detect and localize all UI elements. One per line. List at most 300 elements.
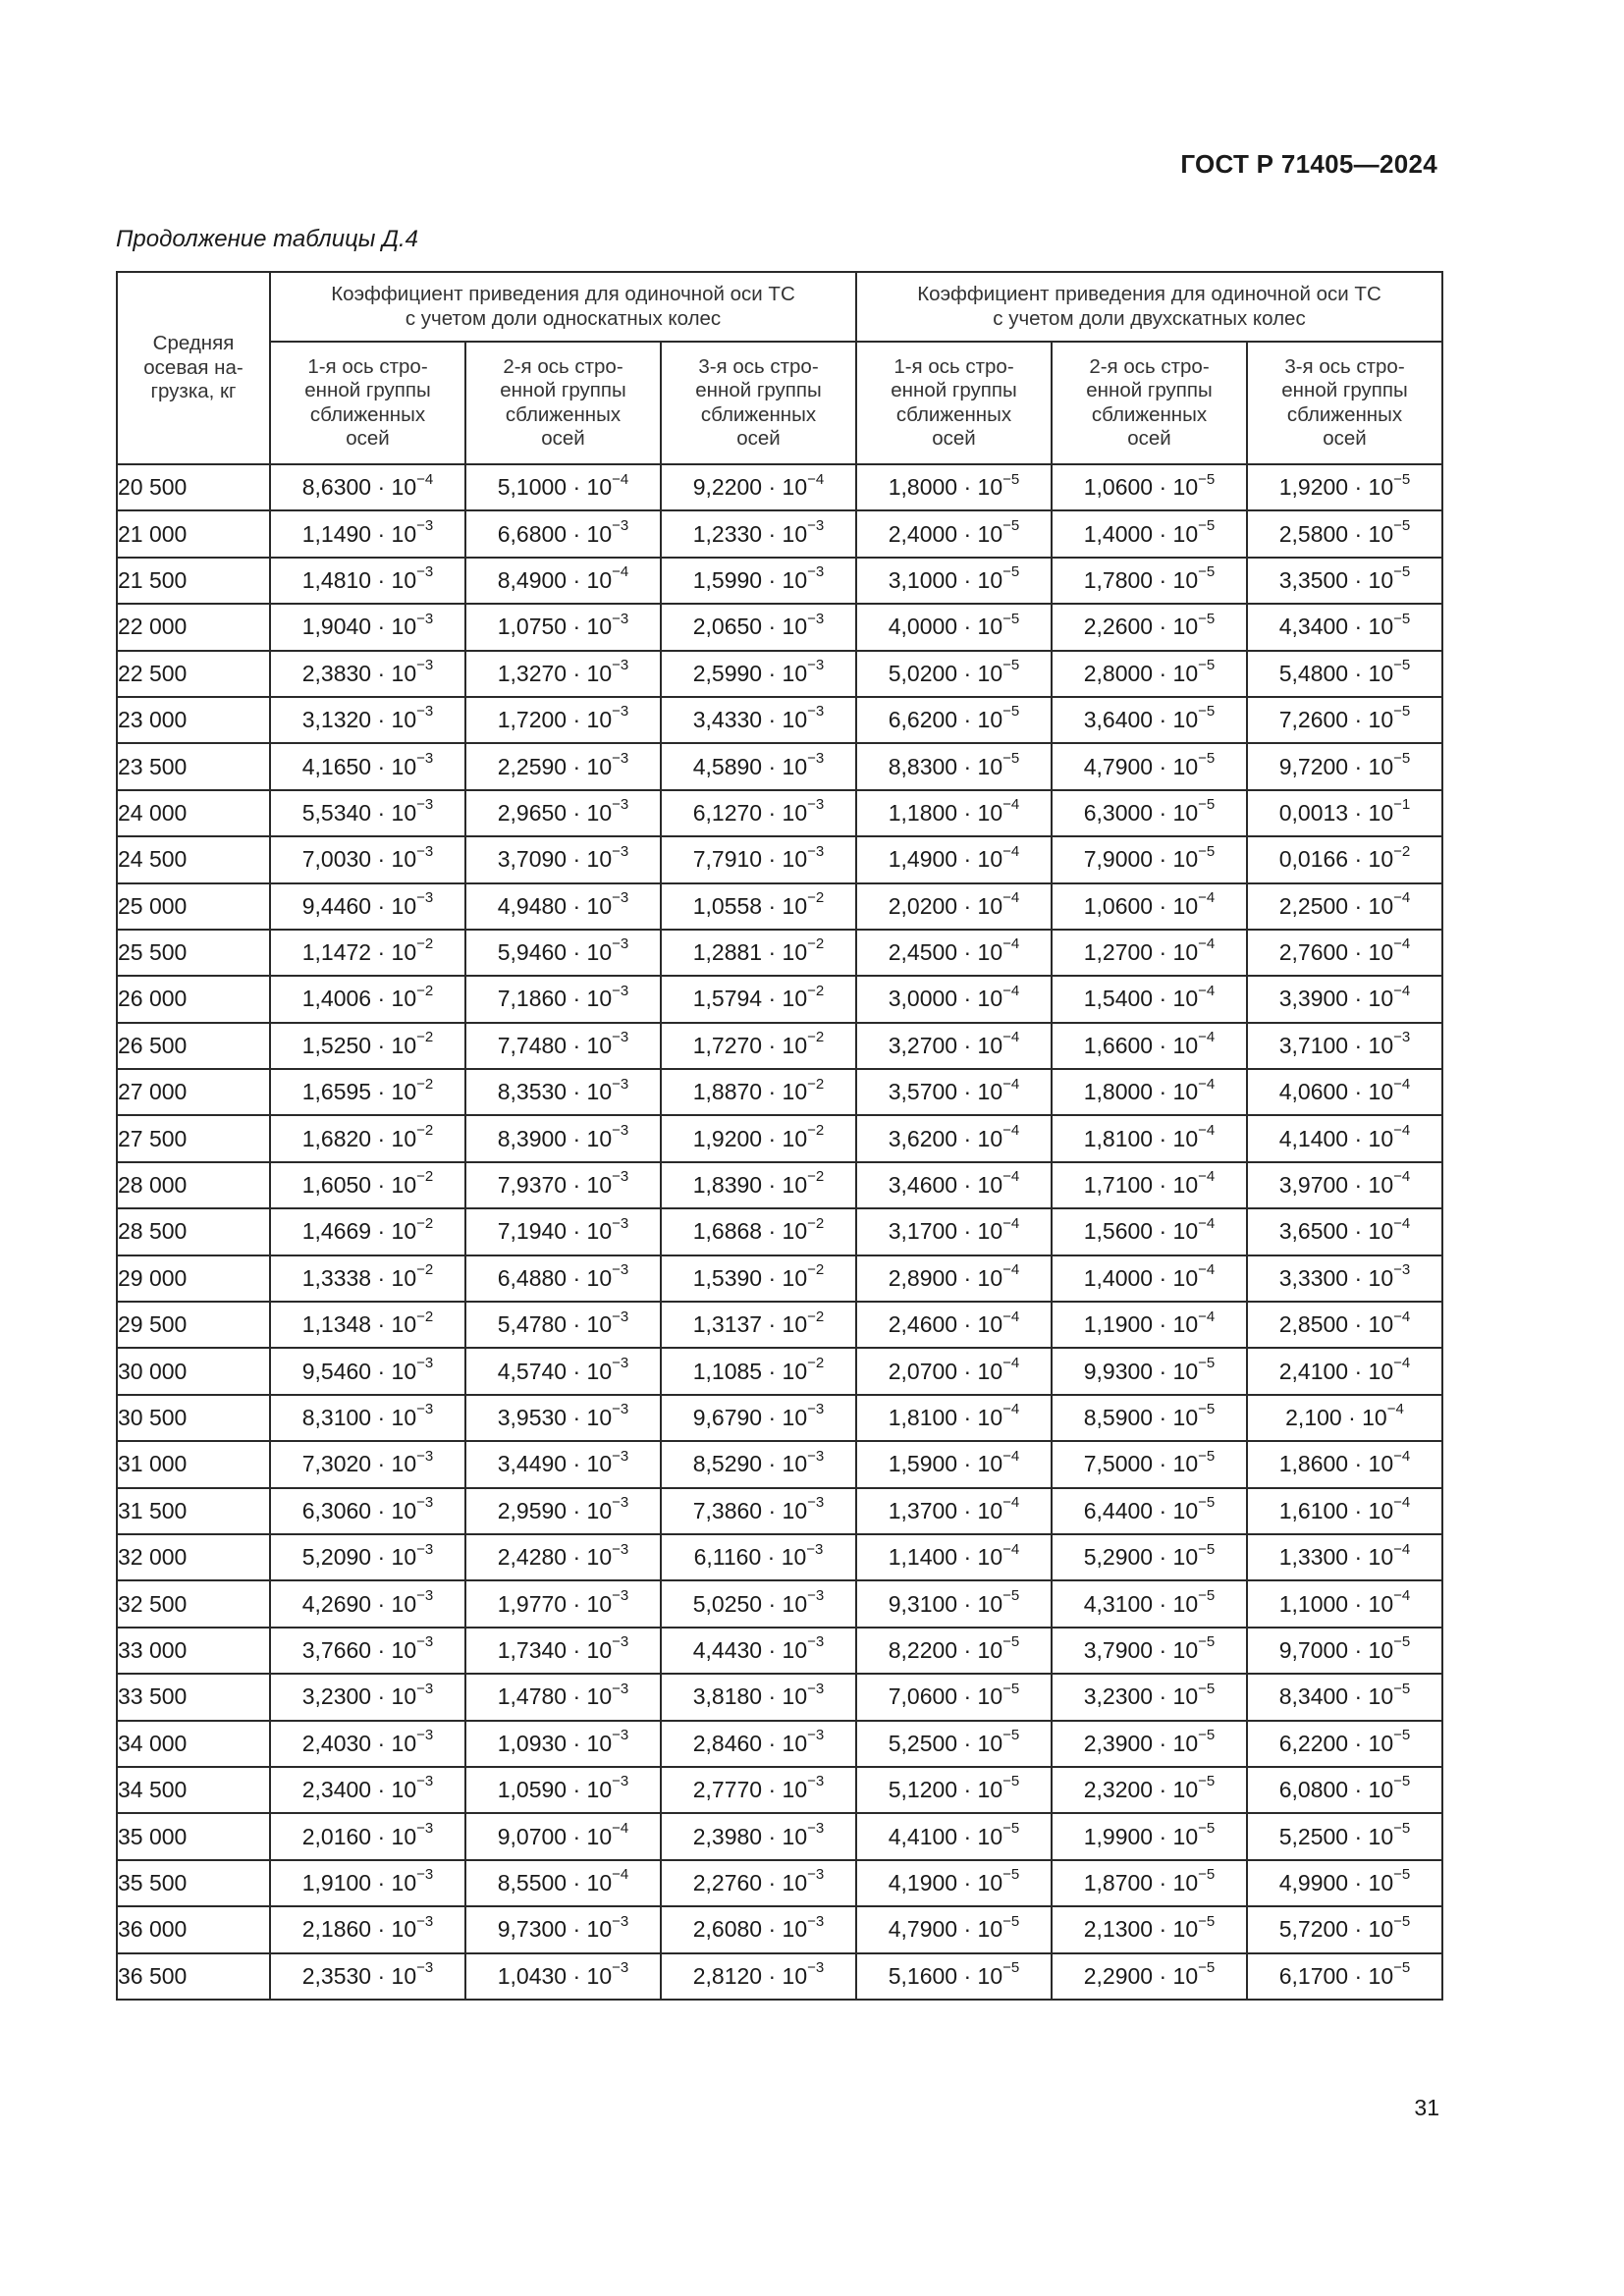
cell-dual-axle-2 — [1052, 930, 1247, 976]
coefficient-exponent: −3 — [416, 1354, 434, 1371]
coefficient-mantissa: 1,4000 · 10 — [1083, 1264, 1199, 1291]
coefficient-mantissa: 9,7300 · 10 — [497, 1916, 613, 1943]
cell-dual-axle-2 — [1052, 1953, 1247, 2000]
cell-dual-axle-3 — [1247, 1115, 1442, 1161]
coefficient-mantissa: 5,5340 · 10 — [301, 799, 417, 826]
cell-single-axle-1 — [270, 1674, 465, 1720]
cell-single-axle-1 — [270, 790, 465, 836]
coefficient-mantissa: 1,6050 · 10 — [301, 1172, 417, 1199]
cell-single-axle-3 — [661, 1208, 856, 1255]
cell-single-axle-1 — [270, 1162, 465, 1208]
cell-dual-axle-1 — [856, 930, 1052, 976]
coefficient-exponent: −2 — [807, 1168, 825, 1186]
coefficient-exponent: −4 — [1002, 1494, 1020, 1512]
coefficient-exponent: −3 — [807, 610, 825, 627]
cell-dual-axle-1 — [856, 1395, 1052, 1441]
coefficient-exponent: −4 — [1002, 1214, 1020, 1232]
table-row — [117, 1580, 1442, 1627]
coefficient-mantissa: 3,4490 · 10 — [497, 1451, 613, 1477]
coefficient-exponent: −2 — [1393, 842, 1411, 860]
coefficient-exponent: −2 — [807, 1261, 825, 1279]
coefficient-exponent: −3 — [807, 657, 825, 674]
coefficient-exponent: −4 — [1393, 1075, 1411, 1093]
coefficient-exponent: −4 — [1393, 982, 1411, 999]
coefficient-mantissa: 2,2600 · 10 — [1083, 614, 1199, 640]
coefficient-exponent: −5 — [1198, 842, 1216, 860]
table-row — [117, 1069, 1442, 1115]
coefficient-mantissa: 1,2330 · 10 — [692, 520, 808, 547]
coefficient-exponent: −5 — [1198, 470, 1216, 488]
cell-axle-load: 26 000 — [117, 976, 270, 1022]
table-header — [117, 272, 1442, 464]
coefficient-exponent: −3 — [416, 749, 434, 767]
cell-dual-axle-2 — [1052, 697, 1247, 743]
coefficient-mantissa: 0,0013 · 10 — [1278, 799, 1394, 826]
coefficient-mantissa: 1,8100 · 10 — [1083, 1125, 1199, 1151]
cell-single-axle-1 — [270, 1348, 465, 1394]
cell-dual-axle-1 — [856, 651, 1052, 697]
cell-dual-axle-2 — [1052, 1721, 1247, 1767]
coefficient-mantissa: 1,0930 · 10 — [497, 1730, 613, 1756]
coefficient-exponent: −2 — [416, 1075, 434, 1093]
coefficient-exponent: −3 — [807, 1680, 825, 1697]
coefficient-exponent: −4 — [1002, 1540, 1020, 1558]
cell-dual-axle-2 — [1052, 1255, 1247, 1302]
coefficient-exponent: −3 — [416, 610, 434, 627]
coefficient-mantissa: 8,3100 · 10 — [301, 1405, 417, 1430]
coefficient-mantissa: 9,7200 · 10 — [1278, 753, 1394, 779]
cell-axle-load: 36 000 — [117, 1906, 270, 1952]
cell-axle-load: 27 000 — [117, 1069, 270, 1115]
coefficient-exponent: −3 — [416, 1866, 434, 1884]
coefficient-exponent: −3 — [416, 842, 434, 860]
coefficient-exponent: −3 — [807, 1727, 825, 1744]
coefficient-exponent: −5 — [1393, 1866, 1411, 1884]
coefficient-exponent: −4 — [1002, 842, 1020, 860]
cell-single-axle-3 — [661, 1674, 856, 1720]
coefficient-exponent: −2 — [416, 1168, 434, 1186]
coefficient-exponent: −5 — [1002, 610, 1020, 627]
coefficient-mantissa: 7,9000 · 10 — [1083, 846, 1199, 873]
coefficient-exponent: −4 — [1002, 1029, 1020, 1046]
coefficient-mantissa: 4,0600 · 10 — [1278, 1079, 1394, 1105]
coefficient-exponent: −3 — [807, 1633, 825, 1651]
coefficient-exponent: −3 — [612, 1261, 629, 1279]
coefficient-exponent: −3 — [612, 703, 629, 721]
header-single-axle-1: 1-я ось стро- енной группы сближенных осей — [270, 342, 465, 464]
coefficient-exponent: −5 — [1002, 1727, 1020, 1744]
coefficient-exponent: −2 — [807, 935, 825, 953]
page-number: 31 — [1414, 2095, 1439, 2120]
coefficient-exponent: −3 — [612, 1633, 629, 1651]
coefficient-mantissa: 2,9590 · 10 — [497, 1497, 613, 1523]
cell-dual-axle-3 — [1247, 1721, 1442, 1767]
coefficient-exponent: −3 — [807, 842, 825, 860]
coefficient-mantissa: 1,7270 · 10 — [692, 1032, 808, 1058]
coefficient-mantissa: 2,3830 · 10 — [301, 660, 417, 686]
cell-single-axle-2 — [465, 1069, 661, 1115]
cell-single-axle-1 — [270, 1115, 465, 1161]
coefficient-mantissa: 7,7910 · 10 — [692, 846, 808, 873]
coefficient-mantissa: 8,3900 · 10 — [497, 1125, 613, 1151]
coefficient-exponent: −5 — [1002, 1866, 1020, 1884]
coefficients-table — [116, 271, 1443, 2001]
cell-dual-axle-2 — [1052, 1628, 1247, 1674]
cell-single-axle-2 — [465, 1813, 661, 1859]
table-row — [117, 1488, 1442, 1534]
table-body — [117, 464, 1442, 2000]
coefficient-exponent: −5 — [1393, 516, 1411, 534]
coefficient-mantissa: 4,1900 · 10 — [888, 1869, 1003, 1896]
cell-dual-axle-3 — [1247, 1023, 1442, 1069]
cell-single-axle-3 — [661, 1441, 856, 1487]
cell-dual-axle-1 — [856, 1674, 1052, 1720]
cell-single-axle-2 — [465, 464, 661, 510]
coefficient-mantissa: 2,8120 · 10 — [692, 1962, 808, 1989]
coefficient-mantissa: 1,1472 · 10 — [301, 939, 417, 966]
coefficient-exponent: −4 — [1198, 1075, 1216, 1093]
cell-axle-load: 28 000 — [117, 1162, 270, 1208]
cell-dual-axle-1 — [856, 1628, 1052, 1674]
table-row — [117, 604, 1442, 650]
coefficient-exponent: −3 — [612, 889, 629, 907]
coefficient-exponent: −3 — [807, 516, 825, 534]
cell-dual-axle-3 — [1247, 743, 1442, 789]
cell-single-axle-1 — [270, 1721, 465, 1767]
coefficient-mantissa: 6,4400 · 10 — [1083, 1497, 1199, 1523]
coefficient-exponent: −4 — [1393, 1540, 1411, 1558]
coefficient-exponent: −3 — [612, 1029, 629, 1046]
cell-single-axle-2 — [465, 1674, 661, 1720]
header-group-single-tire: Коэффициент приведения для одиночной оси ТС с учетом доли односкатных колес — [270, 272, 856, 342]
coefficient-mantissa: 2,3980 · 10 — [692, 1823, 808, 1849]
table-row — [117, 510, 1442, 557]
cell-dual-axle-1 — [856, 604, 1052, 650]
cell-dual-axle-2 — [1052, 1208, 1247, 1255]
coefficient-mantissa: 8,6300 · 10 — [301, 474, 417, 501]
cell-single-axle-3 — [661, 1069, 856, 1115]
coefficient-mantissa: 1,7200 · 10 — [497, 707, 613, 733]
coefficient-mantissa: 5,9460 · 10 — [497, 939, 613, 966]
coefficient-exponent: −3 — [612, 657, 629, 674]
coefficient-exponent: −5 — [1393, 657, 1411, 674]
cell-single-axle-2 — [465, 883, 661, 930]
coefficient-exponent: −4 — [1393, 1214, 1411, 1232]
coefficient-exponent: −3 — [612, 610, 629, 627]
coefficient-mantissa: 0,0166 · 10 — [1278, 846, 1394, 873]
coefficient-exponent: −2 — [807, 1308, 825, 1325]
coefficient-exponent: −3 — [807, 1819, 825, 1837]
table-row — [117, 1813, 1442, 1859]
coefficient-mantissa: 1,2700 · 10 — [1083, 939, 1199, 966]
cell-dual-axle-3 — [1247, 1302, 1442, 1348]
coefficient-mantissa: 3,3300 · 10 — [1278, 1264, 1394, 1291]
cell-axle-load: 34 500 — [117, 1767, 270, 1813]
cell-axle-load: 30 000 — [117, 1348, 270, 1394]
coefficient-mantissa: 1,6868 · 10 — [692, 1218, 808, 1245]
coefficient-exponent: −2 — [807, 1075, 825, 1093]
cell-dual-axle-2 — [1052, 1302, 1247, 1348]
coefficient-exponent: −4 — [1386, 1401, 1404, 1418]
coefficient-mantissa: 3,1320 · 10 — [301, 707, 417, 733]
cell-dual-axle-1 — [856, 1069, 1052, 1115]
table-row — [117, 1628, 1442, 1674]
coefficient-exponent: −3 — [416, 1680, 434, 1697]
cell-single-axle-1 — [270, 1628, 465, 1674]
coefficient-exponent: −3 — [612, 842, 629, 860]
coefficient-exponent: −5 — [1002, 1773, 1020, 1790]
coefficient-mantissa: 1,9770 · 10 — [497, 1590, 613, 1617]
coefficient-mantissa: 2,2760 · 10 — [692, 1869, 808, 1896]
cell-single-axle-3 — [661, 1534, 856, 1580]
table-row — [117, 1395, 1442, 1441]
coefficient-mantissa: 1,9200 · 10 — [1278, 474, 1394, 501]
coefficient-mantissa: 3,6400 · 10 — [1083, 707, 1199, 733]
coefficient-exponent: −2 — [416, 1308, 434, 1325]
cell-dual-axle-2 — [1052, 976, 1247, 1022]
cell-single-axle-3 — [661, 1395, 856, 1441]
cell-dual-axle-3 — [1247, 1441, 1442, 1487]
coefficient-mantissa: 5,2500 · 10 — [1278, 1823, 1394, 1849]
coefficient-mantissa: 5,7200 · 10 — [1278, 1916, 1394, 1943]
coefficient-exponent: −4 — [1393, 889, 1411, 907]
coefficient-mantissa: 8,5290 · 10 — [692, 1451, 808, 1477]
cell-axle-load: 29 000 — [117, 1255, 270, 1302]
table-row — [117, 790, 1442, 836]
coefficient-exponent: −3 — [807, 1866, 825, 1884]
cell-dual-axle-1 — [856, 558, 1052, 604]
cell-dual-axle-1 — [856, 1255, 1052, 1302]
coefficient-exponent: −5 — [1002, 563, 1020, 581]
cell-single-axle-2 — [465, 1906, 661, 1952]
coefficient-exponent: −5 — [1393, 610, 1411, 627]
coefficient-mantissa: 8,4900 · 10 — [497, 566, 613, 593]
cell-dual-axle-1 — [856, 1906, 1052, 1952]
cell-dual-axle-1 — [856, 1953, 1052, 2000]
coefficient-exponent: −4 — [1198, 935, 1216, 953]
coefficient-mantissa: 4,7900 · 10 — [888, 1916, 1003, 1943]
coefficient-exponent: −5 — [1198, 1633, 1216, 1651]
table-row — [117, 836, 1442, 882]
coefficient-exponent: −4 — [1002, 1308, 1020, 1325]
coefficient-exponent: −2 — [416, 1122, 434, 1139]
coefficient-mantissa: 3,3500 · 10 — [1278, 566, 1394, 593]
coefficient-mantissa: 1,1348 · 10 — [301, 1311, 417, 1338]
coefficient-exponent: −3 — [612, 1122, 629, 1139]
coefficient-exponent: −3 — [416, 1540, 434, 1558]
cell-dual-axle-1 — [856, 1441, 1052, 1487]
cell-dual-axle-2 — [1052, 1441, 1247, 1487]
cell-dual-axle-1 — [856, 976, 1052, 1022]
coefficient-mantissa: 2,9650 · 10 — [497, 799, 613, 826]
coefficient-mantissa: 7,5000 · 10 — [1083, 1451, 1199, 1477]
cell-single-axle-1 — [270, 558, 465, 604]
coefficient-mantissa: 1,3270 · 10 — [497, 660, 613, 686]
coefficient-exponent: −2 — [416, 1261, 434, 1279]
coefficient-exponent: −3 — [416, 657, 434, 674]
coefficient-exponent: −2 — [807, 889, 825, 907]
cell-dual-axle-3 — [1247, 1860, 1442, 1906]
coefficient-mantissa: 4,5740 · 10 — [497, 1358, 613, 1384]
coefficient-exponent: −3 — [612, 1214, 629, 1232]
coefficient-exponent: −3 — [612, 749, 629, 767]
cell-dual-axle-2 — [1052, 1023, 1247, 1069]
cell-single-axle-1 — [270, 1860, 465, 1906]
cell-axle-load: 31 000 — [117, 1441, 270, 1487]
table-row — [117, 1860, 1442, 1906]
cell-dual-axle-2 — [1052, 836, 1247, 882]
cell-axle-load: 25 000 — [117, 883, 270, 930]
coefficient-mantissa: 1,3137 · 10 — [692, 1311, 808, 1338]
cell-dual-axle-2 — [1052, 1069, 1247, 1115]
cell-single-axle-3 — [661, 976, 856, 1022]
coefficient-exponent: −3 — [612, 516, 629, 534]
coefficient-exponent: −3 — [612, 1912, 629, 1930]
cell-single-axle-3 — [661, 1580, 856, 1627]
cell-single-axle-2 — [465, 1255, 661, 1302]
coefficient-mantissa: 1,3700 · 10 — [888, 1497, 1003, 1523]
coefficient-exponent: −4 — [1002, 1354, 1020, 1371]
coefficient-mantissa: 9,2200 · 10 — [692, 474, 808, 501]
table-row — [117, 558, 1442, 604]
header-average-axle-load: Средняя осевая на- грузка, кг — [117, 272, 270, 464]
coefficient-mantissa: 1,8000 · 10 — [888, 474, 1003, 501]
coefficient-mantissa: 1,1085 · 10 — [692, 1358, 808, 1384]
coefficient-mantissa: 1,5400 · 10 — [1083, 986, 1199, 1012]
coefficient-exponent: −4 — [1002, 935, 1020, 953]
coefficient-exponent: −4 — [1393, 1168, 1411, 1186]
cell-single-axle-3 — [661, 883, 856, 930]
cell-dual-axle-1 — [856, 1023, 1052, 1069]
coefficient-exponent: −5 — [1198, 1727, 1216, 1744]
coefficient-exponent: −4 — [1002, 1122, 1020, 1139]
cell-dual-axle-2 — [1052, 651, 1247, 697]
coefficient-mantissa: 9,7000 · 10 — [1278, 1636, 1394, 1663]
coefficient-exponent: −5 — [1002, 703, 1020, 721]
cell-dual-axle-3 — [1247, 1767, 1442, 1813]
cell-dual-axle-2 — [1052, 1162, 1247, 1208]
cell-dual-axle-1 — [856, 510, 1052, 557]
cell-dual-axle-1 — [856, 883, 1052, 930]
cell-dual-axle-3 — [1247, 697, 1442, 743]
coefficient-mantissa: 3,1000 · 10 — [888, 566, 1003, 593]
cell-dual-axle-3 — [1247, 883, 1442, 930]
cell-dual-axle-2 — [1052, 1580, 1247, 1627]
table-row — [117, 1162, 1442, 1208]
cell-dual-axle-1 — [856, 464, 1052, 510]
coefficient-exponent: −4 — [1002, 1075, 1020, 1093]
coefficient-mantissa: 6,0800 · 10 — [1278, 1777, 1394, 1803]
coefficient-mantissa: 2,2900 · 10 — [1083, 1962, 1199, 1989]
coefficient-exponent: −2 — [416, 982, 434, 999]
coefficient-exponent: −4 — [1393, 1586, 1411, 1604]
cell-single-axle-1 — [270, 883, 465, 930]
coefficient-exponent: −3 — [612, 1447, 629, 1465]
cell-single-axle-1 — [270, 1441, 465, 1487]
coefficient-exponent: −3 — [612, 1401, 629, 1418]
cell-single-axle-3 — [661, 1628, 856, 1674]
cell-single-axle-2 — [465, 1580, 661, 1627]
coefficient-mantissa: 2,7770 · 10 — [692, 1777, 808, 1803]
coefficient-exponent: −3 — [612, 1540, 629, 1558]
cell-single-axle-1 — [270, 1534, 465, 1580]
coefficient-mantissa: 1,9200 · 10 — [692, 1125, 808, 1151]
cell-dual-axle-3 — [1247, 558, 1442, 604]
coefficient-mantissa: 2,4500 · 10 — [888, 939, 1003, 966]
coefficient-mantissa: 7,7480 · 10 — [497, 1032, 613, 1058]
coefficient-exponent: −5 — [1002, 1912, 1020, 1930]
coefficient-mantissa: 1,0590 · 10 — [497, 1777, 613, 1803]
cell-single-axle-1 — [270, 1069, 465, 1115]
coefficient-exponent: −3 — [416, 703, 434, 721]
coefficient-mantissa: 1,8600 · 10 — [1278, 1451, 1394, 1477]
coefficient-mantissa: 1,4780 · 10 — [497, 1683, 613, 1710]
cell-dual-axle-3 — [1247, 1534, 1442, 1580]
cell-single-axle-1 — [270, 604, 465, 650]
coefficient-mantissa: 1,0750 · 10 — [497, 614, 613, 640]
coefficient-mantissa: 3,4600 · 10 — [888, 1172, 1003, 1199]
coefficient-mantissa: 3,6200 · 10 — [888, 1125, 1003, 1151]
coefficient-mantissa: 6,4880 · 10 — [497, 1264, 613, 1291]
header-dual-axle-1: 1-я ось стро- енной группы сближенных осей — [856, 342, 1052, 464]
coefficient-mantissa: 6,1160 · 10 — [693, 1544, 807, 1571]
cell-dual-axle-3 — [1247, 1674, 1442, 1720]
coefficient-mantissa: 7,1940 · 10 — [497, 1218, 613, 1245]
coefficient-exponent: −3 — [807, 563, 825, 581]
cell-axle-load: 23 000 — [117, 697, 270, 743]
coefficient-exponent: −5 — [1198, 563, 1216, 581]
coefficient-mantissa: 1,1000 · 10 — [1278, 1590, 1394, 1617]
cell-single-axle-2 — [465, 558, 661, 604]
cell-single-axle-2 — [465, 1348, 661, 1394]
coefficient-exponent: −5 — [1393, 1680, 1411, 1697]
cell-single-axle-2 — [465, 1860, 661, 1906]
table-row — [117, 743, 1442, 789]
coefficient-exponent: −4 — [612, 563, 629, 581]
coefficient-mantissa: 2,4100 · 10 — [1278, 1358, 1394, 1384]
coefficient-exponent: −5 — [1198, 1447, 1216, 1465]
coefficient-exponent: −5 — [1002, 749, 1020, 767]
coefficient-exponent: −2 — [416, 1029, 434, 1046]
coefficient-mantissa: 7,9370 · 10 — [497, 1172, 613, 1199]
coefficient-mantissa: 6,1700 · 10 — [1278, 1962, 1394, 1989]
coefficient-mantissa: 1,7100 · 10 — [1083, 1172, 1199, 1199]
coefficient-exponent: −3 — [612, 1308, 629, 1325]
coefficient-mantissa: 1,4900 · 10 — [888, 846, 1003, 873]
coefficient-exponent: −3 — [807, 1447, 825, 1465]
cell-single-axle-3 — [661, 836, 856, 882]
coefficient-exponent: −3 — [416, 796, 434, 814]
coefficient-exponent: −3 — [807, 1959, 825, 1977]
cell-dual-axle-3 — [1247, 651, 1442, 697]
cell-single-axle-2 — [465, 1208, 661, 1255]
cell-single-axle-3 — [661, 1488, 856, 1534]
table-row — [117, 1767, 1442, 1813]
cell-dual-axle-2 — [1052, 743, 1247, 789]
cell-axle-load: 30 500 — [117, 1395, 270, 1441]
coefficient-exponent: −4 — [1198, 982, 1216, 999]
cell-single-axle-1 — [270, 1767, 465, 1813]
cell-single-axle-2 — [465, 1488, 661, 1534]
cell-single-axle-2 — [465, 1767, 661, 1813]
cell-dual-axle-1 — [856, 697, 1052, 743]
cell-single-axle-2 — [465, 1721, 661, 1767]
coefficient-mantissa: 8,8300 · 10 — [888, 753, 1003, 779]
cell-axle-load: 34 000 — [117, 1721, 270, 1767]
coefficient-exponent: −3 — [612, 1354, 629, 1371]
cell-dual-axle-2 — [1052, 1348, 1247, 1394]
cell-dual-axle-3 — [1247, 1953, 1442, 2000]
